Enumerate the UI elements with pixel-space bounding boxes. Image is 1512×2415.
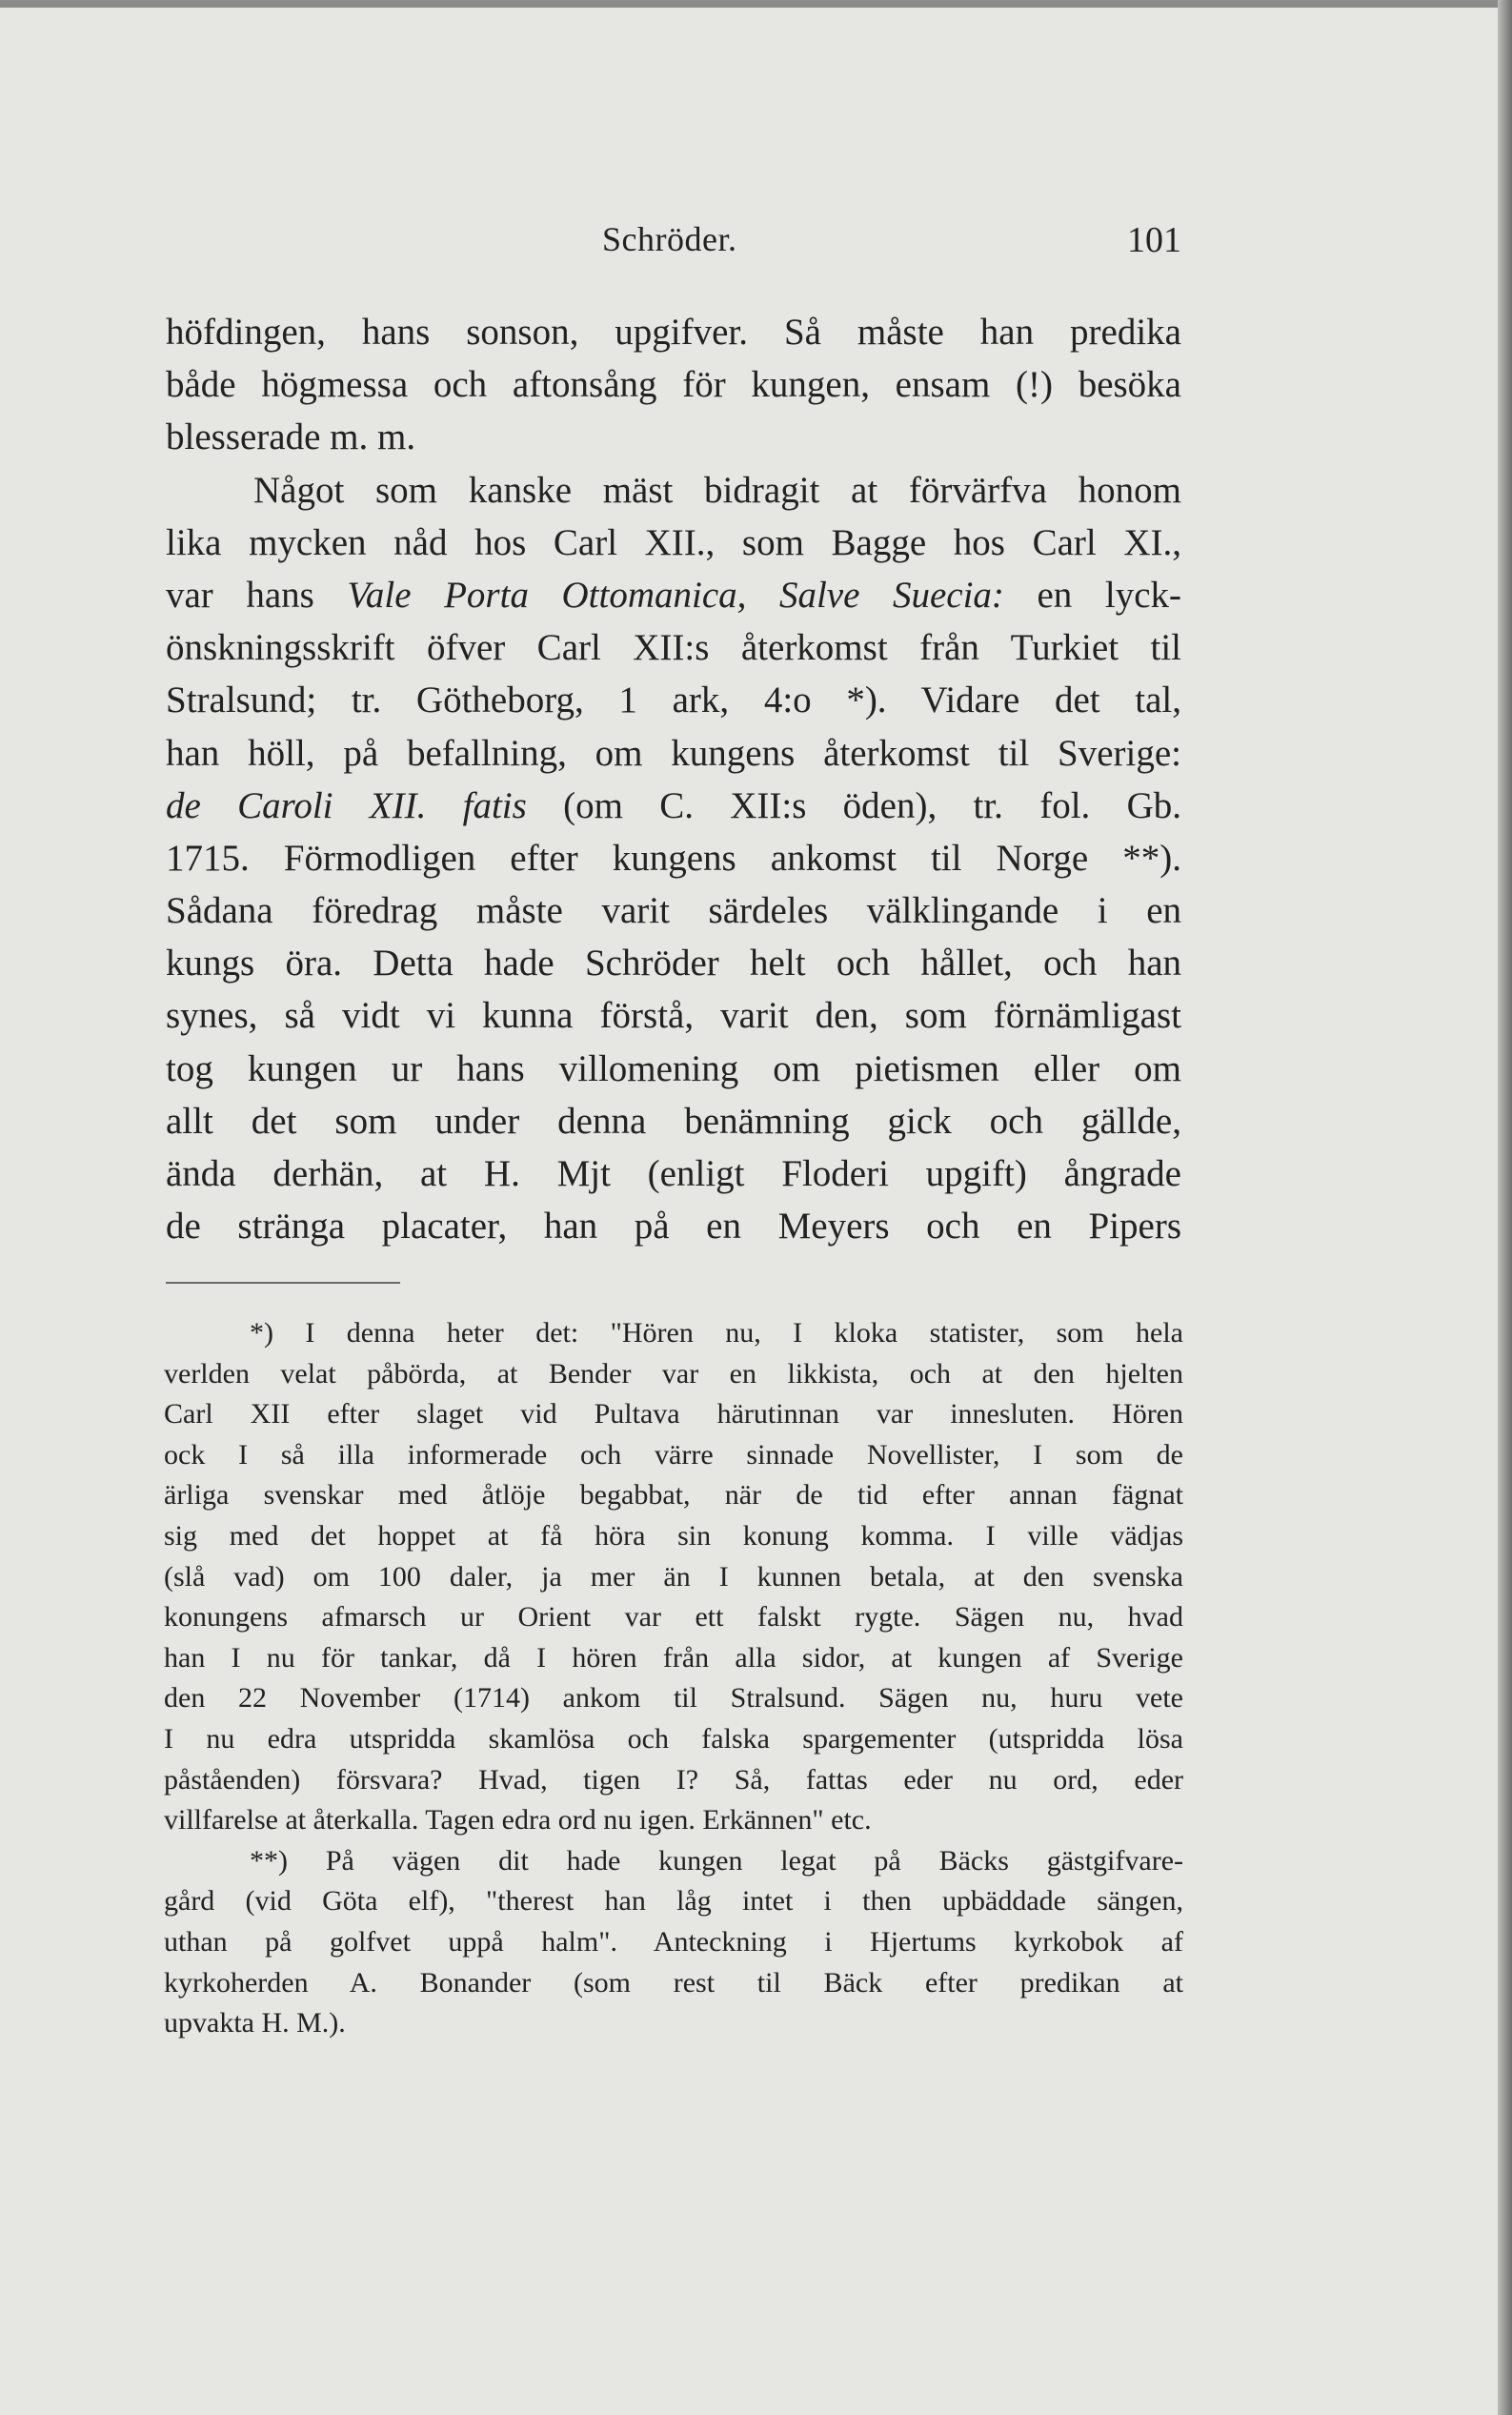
page-edge: [1498, 0, 1512, 2415]
body-line-segment: var hans Vale Porta Ottomanica, Salve Suecia: en lyck-: [166, 574, 1181, 616]
footnote-line: verlden velat påbörda, at Bender var en likkista, och at den hjelten: [164, 1357, 1183, 1390]
footnote-line: ärliga svenskar med åtlöje begabbat, när de tid efter annan fägnat: [164, 1479, 1183, 1512]
body-text: [166, 306, 1181, 1252]
footnote-line: gård (vid Göta elf), "therest han låg intet i then upbäddade sängen,: [164, 1885, 1183, 1918]
body-line: 1715. Förmodligen efter kungens ankomst til Norge **).: [166, 837, 1181, 879]
footnote-line: *) I denna heter det: "Hören nu, I kloka statister, som hela: [250, 1317, 1183, 1349]
running-head: Schröder.: [602, 220, 737, 258]
body-line: synes, så vidt vi kunna förstå, varit den, som förnämligast: [166, 995, 1181, 1037]
body-line: blesserade m. m.: [166, 416, 416, 458]
body-line: de Caroli XII. fatis (om C. XII:s öden), tr. fol. Gb.: [166, 784, 1181, 826]
page-header: [166, 219, 1181, 267]
body-line: Sådana föredrag måste varit särdeles välklingande i en: [166, 890, 1181, 932]
footnote-line: påståenden) försvara? Hvad, tigen I? Så, fattas eder nu ord, eder: [164, 1763, 1183, 1796]
footnotes: [164, 1313, 1183, 2044]
footnote-line: I nu edra utspridda skamlösa och falska spargementer (utspridda lösa: [164, 1722, 1183, 1755]
footnote-rule: [166, 1282, 400, 1284]
body-line: Något som kanske mäst bidragit at förvärfva honom: [253, 469, 1181, 511]
body-line: de stränga placater, han på en Meyers och en Pipers: [166, 1206, 1181, 1248]
body-line: lika mycken nåd hos Carl XII., som Bagge hos Carl XI.,: [166, 521, 1181, 563]
body-line: Stralsund; tr. Götheborg, 1 ark, 4:o *). Vidare det tal,: [166, 680, 1181, 721]
book-page: [0, 8, 1498, 2415]
footnote-line: villfarelse at återkalla. Tagen edra ord nu igen. Erkännen" etc.: [164, 1804, 872, 1837]
body-line: kungs öra. Detta hade Schröder helt och hållet, och han: [166, 943, 1181, 984]
body-line: ända derhän, at H. Mjt (enligt Floderi upgift) ångrade: [166, 1153, 1181, 1194]
footnote-line: **) På vägen dit hade kungen legat på Bäcks gästgifvare-: [250, 1844, 1183, 1877]
footnote-line: uthan på golfvet uppå halm". Anteckning i Hjertums kyrkobok af: [164, 1925, 1183, 1958]
body-line: allt det som under denna benämning gick och gällde,: [166, 1100, 1181, 1142]
footnote-line: upvakta H. M.).: [164, 2007, 346, 2040]
body-line: tog kungen ur hans villomening om pietismen eller om: [166, 1047, 1181, 1089]
footnote-line: konungens afmarsch ur Orient var ett falskt rygte. Sägen nu, hvad: [164, 1601, 1183, 1634]
footnote-line: (slå vad) om 100 daler, ja mer än I kunnen betala, at den svenska: [164, 1560, 1183, 1593]
page-number: 101: [1127, 220, 1181, 260]
body-line: önskningsskrift öfver Carl XII:s återkomst från Turkiet til: [166, 627, 1181, 669]
footnote-line: han I nu för tankar, då I hören från alla sidor, at kungen af Sverige: [164, 1641, 1183, 1674]
body-line: [166, 569, 1181, 621]
body-line: höfdingen, hans sonson, upgifver. Så måste han predika: [166, 312, 1181, 353]
footnote-line: ock I så illa informerade och värre sinnade Novellister, I som de: [164, 1438, 1183, 1471]
footnote-line: den 22 November (1714) ankom til Stralsund. Sägen nu, huru vete: [164, 1682, 1183, 1715]
body-line: både högmessa och aftonsång för kungen, ensam (!) besöka: [166, 364, 1181, 406]
footnote-line: kyrkoherden A. Bonander (som rest til Bäck efter predikan at: [164, 1966, 1183, 1999]
footnote-line: sig med det hoppet at få höra sin konung komma. I ville vädjas: [164, 1519, 1183, 1552]
body-line: han höll, på befallning, om kungens återkomst til Sverige:: [166, 732, 1181, 774]
footnote-line: Carl XII efter slaget vid Pultava härutinnan var innesluten. Hören: [164, 1398, 1183, 1431]
